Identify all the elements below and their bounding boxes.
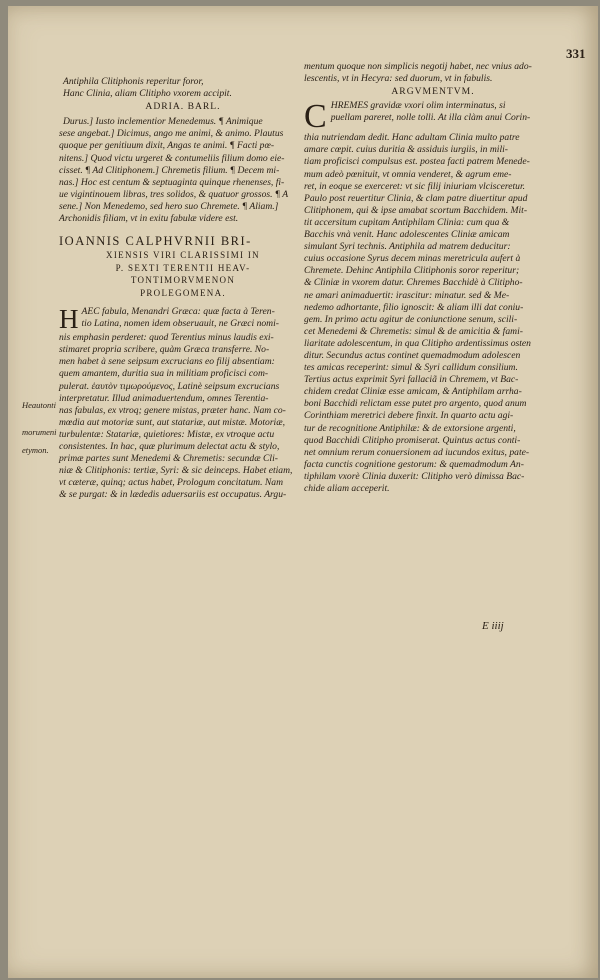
text-line: sene.] Non Menedemo, sed hero suo Chremete. ¶ Aliam.] [59,200,279,212]
text-line: HREMES gravidæ vxori olim interminatus, si [330,100,506,112]
text-line: amare cœpit. cuius duritia & assiduis iurgiis, in mili- [304,144,508,156]
text-line: turbulentæ: Statariæ, quietiores: Mistæ, ex vtroque actu [59,428,275,440]
text-line: mœdia aut motoriæ sunt, aut statariæ, aut mistæ. Motoriæ, [59,416,286,428]
text-line: Durus.] Iusto inclementior Menedemus. ¶ Animique [63,116,263,128]
text-line: boni Bacchidi relictam esse putet pro argento, quod anum [304,398,527,410]
text-line: cisset. ¶ Ad Clitiphonem.] Chremetis filium. ¶ Decem mi- [59,164,280,176]
right-top-lines [304,61,562,85]
text-line: consistentes. In hac, quæ plurimum delectat actu & stylo, [59,440,280,452]
text-line: quoque per genitiuum dixit, Angas te animi. ¶ Facti pœ- [59,140,275,152]
text-line: nedemo adhortante, filio ignoscit: & aliam illi dat coniu- [304,301,524,313]
argumentum-heading: ARGVMENTVM. [391,86,475,98]
text-line: puellam pareret, nolle tolli. At illa clàm anui Corin- [330,112,531,124]
text-line: quem amantem, duritia sua in militiam proficisci com- [59,368,269,380]
drop-cap: H [59,304,79,335]
catchword: E iiij [482,620,504,632]
text-line: Bacchis vnà venit. Hanc adolescentes Cliniæ amicam [304,229,510,241]
heading-line: PROLEGOMENA. [140,287,226,298]
drop-cap: C [304,98,327,136]
text-line: primæ partes sunt Menedemi & Chremetis: secundæ Cli- [59,453,278,465]
text-line: niæ & Clitiphonis: tertiæ, Syri: & sic deinceps. Habet etiam, [59,465,293,477]
text-line: lescentis, vt in Hecyra: sed duorum, vt in fabulis. [304,73,493,85]
page-number: 331 [566,46,586,61]
text-line: nitens.] Quod victu urgeret & contumeliis filium domo eie- [59,152,285,164]
text-line: liaritate adolescentum, in qua Clitipho ardentissimus osten [304,337,531,349]
text-line: men habet à sene seipsum excrucians eo filij absentiam: [59,356,275,368]
heading-line: IOANNIS CALPHVRNII BRI- [59,234,252,249]
text-line: cuius occasione Syrus decem minas meretricula aufert à [304,253,521,265]
text-line: tit accersitum cupitam Antiphilam Clinia: cum qua & [304,216,510,228]
text-line: ret, in eoque se exerceret: vt sic filij iniuriam vlcisceretur. [304,180,526,192]
left-top-lines [59,76,307,100]
text-line: ditur. Secundus actus continet quemadmodum adolescen [304,349,521,361]
right-column [304,61,562,495]
margin-note-line: morumeni [22,426,57,437]
text-line: sese angebat.] Dicimus, ango me animi, & animo. Plautus [59,128,284,140]
text-line: tiphilam vxorè Clinia duxerit: Clitipho verò dimissa Bac- [304,470,525,482]
text-line: Archonidis filiam, vt in exitu fabulæ videre est. [59,213,239,225]
text-line: gem. In primo actu agitur de coniunctione senum, scili- [304,313,518,325]
text-line: simulant Syri technis. Antiphila ad matrem deducitur: [304,241,511,253]
text-line: & Cliniæ in vxorem datur. Chremes Bacchidè à Clitipho- [304,277,523,289]
prolegomena-text [59,306,307,501]
text-line: tes amicas receperint: simul & Syri callidum consilium. [304,362,518,374]
text-line: cet Menedemi & Chremetis: simul & de amicitia & fami- [304,325,523,337]
text-line: Clitiphonem, qui & ipse amabat scortum Bacchidem. Mit- [304,204,528,216]
text-line: AEC fabula, Menandri Græca: quæ facta à Teren- [81,306,275,318]
adria-heading: ADRIA. BARL. [145,101,221,113]
text-line: chidem credat Cliniæ esse amicam, & Antiphilam arrha- [304,386,522,398]
text-line: Corinthiam meretrici debere finxit. In quarto actu agi- [304,410,514,422]
text-line: chide aliam acceperit. [304,483,390,494]
calphurnius-heading [59,234,307,299]
text-line: ne amari animaduertit: irascitur: minatur. sed & Me- [304,289,510,301]
text-line: ue vigintinouem libras, tres solidos, & quatuor grossos. ¶ A [59,188,289,200]
margin-note-line: Heautonti [22,400,56,410]
text-line: pulerat. ἑαυτὸν τιμωρούμενος, Latinè seipsum excrucians [59,380,280,392]
heading-line: TONTIMORVMENON [130,275,236,286]
text-line: stimaret propria scribere, quàm Græca transferre. No- [59,344,270,356]
text-line: Antiphila Clitiphonis reperitur foror, [63,76,204,87]
text-line: net omnium rerum conuersionem ad iucundos exitus, pate- [304,446,530,458]
text-line: quod Bacchidi Clitipho promiserat. Quintus actus conti- [304,434,521,446]
text-line: tiam proficisci compulsus est. postea facti patrem Menede- [304,156,530,168]
text-line: nas fabulas, ex vtroq; genere mistas, præter hanc. Nam co- [59,404,286,416]
text-line: mum adeò pœnituit, vt omnia venderet, & agrum eme- [304,168,512,180]
margin-note [22,400,62,456]
text-line: & se purgat: & in lædedis aduersariis est occupatus. Argu- [59,489,287,501]
text-line: nas.] Hoc est centum & septuaginta quinque rhenenses, fi- [59,176,285,188]
text-line: thia nutriendam dedit. Hanc adultam Clinia multo patre [304,132,520,144]
text-line: tio Latina, nomen idem obseruauit, ne Græci nomi- [81,318,279,330]
margin-note-line: etymon. [22,445,49,455]
heading-line: P. SEXTI TERENTII HEAV- [115,262,251,273]
text-line: Paulo post reuertitur Clinia, & clam patre diuertitur apud [304,192,528,204]
text-line: Chremete. Dehinc Antiphila Clitiphonis soror reperitur; [304,265,520,277]
text-line: nis emphasin perderet: quod Terentius minus laudis exi- [59,332,274,344]
book-page [8,6,598,978]
argumentum-text [304,100,562,495]
text-line: interpretatur. Illud animaduertendum, omnes Terentia- [59,392,269,404]
text-line: Tertius actus exprimit Syri fallaciã in Chremem, vt Bac- [304,374,519,386]
text-line: facta cunctis cognitione gestorum: & quemadmodum An- [304,458,524,470]
text-line: tur de recognitione Antiphilæ: & de extorsione argenti, [304,422,516,434]
text-line: vt cæteræ, quinq; actus habet, Prologum concitatum. Nam [59,477,284,489]
text-line: Hanc Clinia, aliam Clitipho vxorem accipit. [63,88,232,100]
adria-commentary [59,116,307,225]
left-column [59,76,307,501]
text-line: mentum quoque non simplicis negotij habet, nec vnius ado- [304,61,532,72]
heading-line: XIENSIS VIRI CLARISSIMI IN [106,250,260,261]
